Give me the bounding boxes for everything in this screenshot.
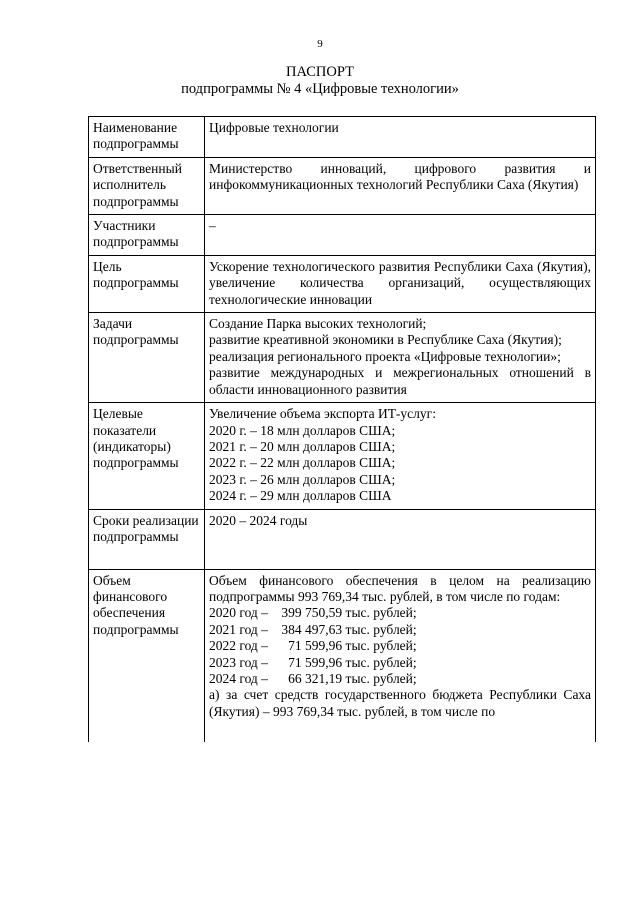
table-row [89, 157, 596, 214]
table-row [89, 569, 596, 742]
value-paragraph: а) за счет средств государственного бюджета Республики Саха (Якутия) – 993 769,34 тыс. рублей, в том числе по [209, 687, 591, 719]
value-paragraph: 2024 г. – 29 млн долларов США [209, 488, 392, 504]
value-paragraph: 2020 год – 399 750,59 тыс. рублей; [209, 605, 417, 621]
row-value [205, 157, 596, 214]
value-paragraph: 2023 год – 71 599,96 тыс. рублей; [209, 654, 417, 670]
row-label: Цель подпрограммы [89, 255, 205, 312]
table-row [89, 403, 596, 509]
row-value [205, 313, 596, 403]
row-label: Объем финансового обеспечения подпрограммы [89, 569, 205, 742]
value-paragraph: Цифровые технологии [209, 120, 339, 135]
value-paragraph: реализация регионального проекта «Цифровые технологии»; [209, 348, 561, 364]
row-label: Участники подпрограммы [89, 215, 205, 256]
title-line-2: подпрограммы № 4 «Цифровые технологии» [181, 81, 459, 97]
value-paragraph: Министерство инноваций, цифрового развития и инфокоммуникационных технологий Республики Саха (Якутия) [209, 160, 591, 193]
table-row [89, 509, 596, 569]
passport-table [88, 116, 596, 742]
row-value [205, 569, 596, 742]
title-line-1: ПАСПОРТ [286, 64, 354, 80]
value-paragraph: 2020 г. – 18 млн долларов США; [209, 422, 396, 438]
value-paragraph: развитие международных и межрегиональных отношений в области инновационного развития [209, 365, 591, 397]
page-number: 9 [317, 38, 323, 50]
row-label: Сроки реализации подпрограммы [89, 509, 205, 569]
value-paragraph: развитие креативной экономики в Республике Саха (Якутия); [209, 332, 562, 348]
value-paragraph: Объем финансового обеспечения в целом на реализацию подпрограммы 993 769,34 тыс. рублей, в том числе по годам: [209, 572, 591, 604]
value-paragraph: 2020 – 2024 годы [209, 512, 308, 528]
row-label: Ответственный исполнитель подпрограммы [89, 157, 205, 214]
value-paragraph: 2022 г. – 22 млн долларов США; [209, 455, 396, 471]
table-row [89, 255, 596, 312]
table-row [89, 215, 596, 256]
value-paragraph: Увеличение объема экспорта ИТ-услуг: [209, 406, 436, 422]
value-paragraph: 2021 год – 384 497,63 тыс. рублей; [209, 621, 417, 637]
row-value [205, 509, 596, 569]
row-value [205, 117, 596, 158]
row-label: Задачи подпрограммы [89, 313, 205, 403]
value-paragraph: Создание Парка высоких технологий; [209, 316, 427, 332]
row-value [205, 215, 596, 256]
table-row [89, 313, 596, 403]
value-paragraph: 2021 г. – 20 млн долларов США; [209, 438, 396, 454]
row-value [205, 255, 596, 312]
row-label: Наименование подпрограммы [89, 117, 205, 158]
row-value [205, 403, 596, 509]
value-paragraph: 2023 г. – 26 млн долларов США; [209, 471, 396, 487]
value-paragraph: Ускорение технологического развития Республики Саха (Якутия), увеличение количества организаций, осуществляющих технологические инновации [209, 258, 591, 307]
document-title [0, 64, 640, 98]
value-paragraph: 2024 год – 66 321,19 тыс. рублей; [209, 670, 417, 686]
table-row [89, 117, 596, 158]
value-paragraph: 2022 год – 71 599,96 тыс. рублей; [209, 638, 417, 654]
value-paragraph: – [209, 218, 216, 234]
row-label: Целевые показатели (индикаторы) подпрограммы [89, 403, 205, 509]
